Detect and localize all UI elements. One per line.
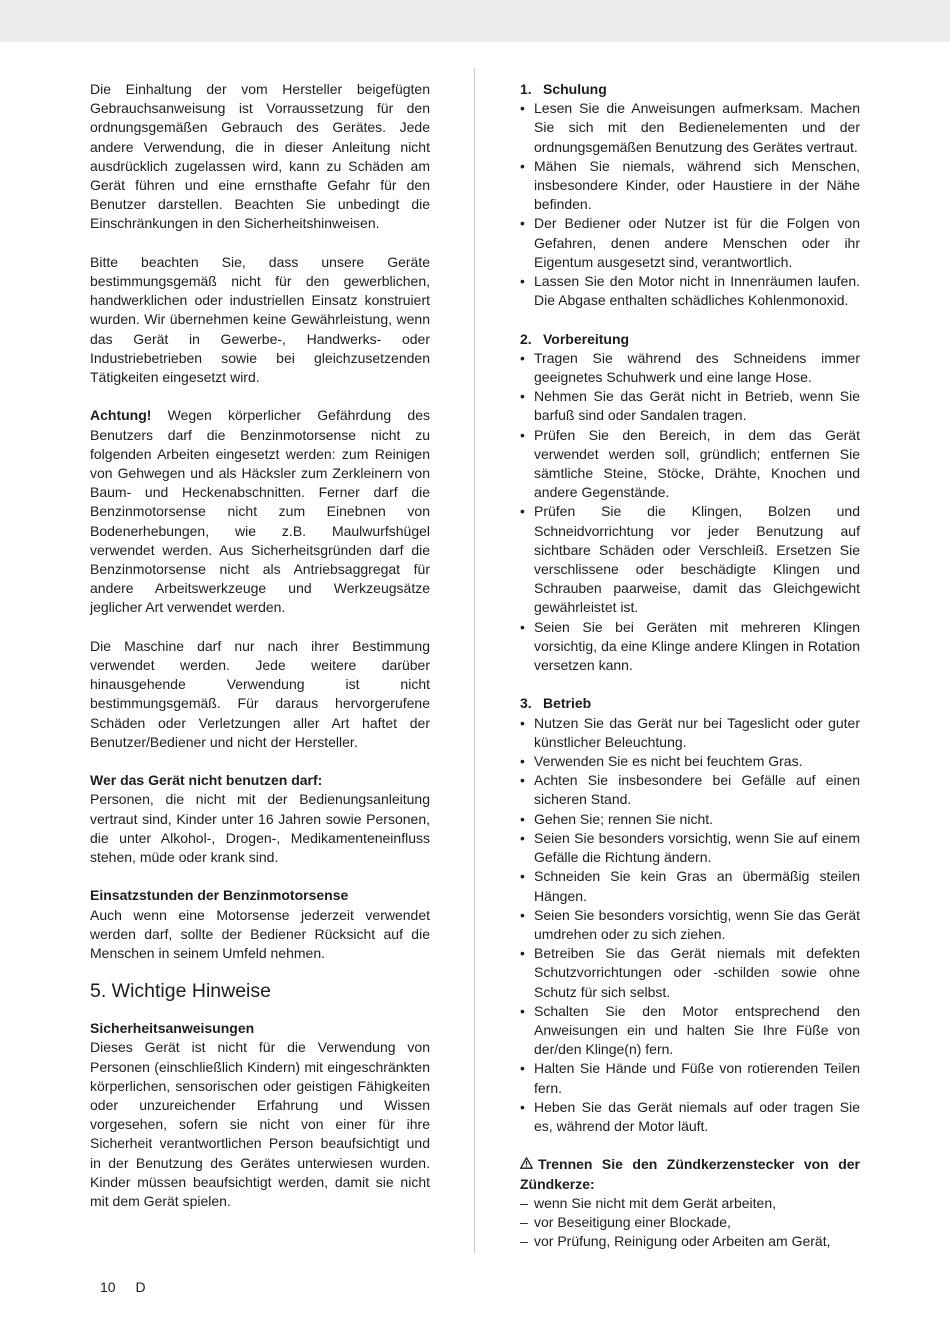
preparation-list: [520, 349, 860, 675]
list-item: • Nutzen Sie das Gerät nur bei Tageslicht oder guter künstlicher Beleuchtung.: [520, 714, 860, 752]
caution-label: Achtung!: [90, 407, 152, 424]
operation-heading: 3. Betrieb: [520, 695, 592, 712]
list-item: • Tragen Sie während des Schneidens immer geeignetes Schuhwerk und eine lange Hose.: [520, 349, 860, 387]
list-item: • Seien Sie besonders vorsichtig, wenn Sie das Gerät umdrehen oder zu sich ziehen.: [520, 906, 860, 944]
list-item: • Schalten Sie den Motor entsprechend den Anweisungen ein und halten Sie Ihre Füße von der/den Klinge(n) fern.: [520, 1002, 860, 1060]
intro-paragraph: Die Einhaltung der vom Hersteller beigefügten Gebrauchsanweisung ist Vorraussetzung für den ordnungsgemäßen Gebrauch des Gerätes. Jede andere Verwendung, die in dieser Anleitung nicht ausdrücklich zugelassen wird, kann zu Schäden am Gerät führen und eine ernsthafte Gefahr für den Benutzer darstellen. Beachten Sie unbedingt die Einschränkungen in den Sicherheitshinweisen.: [90, 81, 430, 232]
spark-plug-warning-heading: Trennen Sie den Zündkerzenstecker von der Zündkerze:: [520, 1156, 860, 1192]
list-item: • Mähen Sie niemals, während sich Menschen, insbesondere Kinder, oder Haustiere in der Nähe befinden.: [520, 157, 860, 215]
list-item: – vor Prüfung, Reinigung oder Arbeiten am Gerät,: [520, 1232, 860, 1251]
list-item: • Gehen Sie; rennen Sie nicht.: [520, 810, 860, 829]
operating-hours-heading: Einsatzstunden der Benzinmotorsense: [90, 887, 349, 904]
operating-hours-text: Auch wenn eine Motorsense jederzeit verwendet werden darf, sollte der Bediener Rücksicht auf die Menschen in seinem Umfeld nehmen.: [90, 906, 430, 962]
list-item: • Lassen Sie den Motor nicht in Innenräumen laufen. Die Abgase enthalten schädliches Kohlenmonoxid.: [520, 272, 860, 310]
list-item: – vor Beseitigung einer Blockade,: [520, 1213, 860, 1232]
who-may-not-use-heading: Wer das Gerät nicht benutzen darf:: [90, 772, 323, 789]
list-item: • Achten Sie insbesondere bei Gefälle auf einen sicheren Stand.: [520, 771, 860, 809]
warning-triangle-icon: [520, 1155, 533, 1174]
left-column: [90, 80, 430, 1211]
list-item: • Seien Sie bei Geräten mit mehreren Klingen vorsichtig, da eine Klinge andere Klingen in Rotation versetzen kann.: [520, 618, 860, 676]
list-item: • Lesen Sie die Anweisungen aufmerksam. Machen Sie sich mit den Bedienelementen und der ordnungsgemäßen Benutzung des Gerätes vertraut.: [520, 99, 860, 157]
caution-paragraph: [90, 406, 430, 617]
list-item: • Halten Sie Hände und Füße von rotierenden Teilen fern.: [520, 1059, 860, 1097]
section-title: 5. Wichtige Hinweise: [90, 980, 271, 1003]
list-item: • Heben Sie das Gerät niemals auf oder tragen Sie es, während der Motor läuft.: [520, 1098, 860, 1136]
list-item: • Verwenden Sie es nicht bei feuchtem Gras.: [520, 752, 860, 771]
safety-instructions-text: Dieses Gerät ist nicht für die Verwendung von Personen (einschließlich Kindern) mit eingeschränkten körperlichen, sensorischen oder geistigen Fähigkeiten oder unzureichender Erfahrung und Wissen vorgesehen, sofern sie nicht von einer für ihre Sicherheit verantwortlichen Person beaufsichtigt und in der Benutzung des Gerätes unterwiesen wurden. Kinder müssen beaufsichtigt werden, damit sie nicht mit dem Gerät spielen.: [90, 1039, 430, 1210]
spark-plug-list: [520, 1194, 860, 1252]
list-item: • Betreiben Sie das Gerät niemals mit defekten Schutzvorrichtungen oder -schilden sowie ohne Schutz für sich selbst.: [520, 944, 860, 1002]
list-item: – wenn Sie nicht mit dem Gerät arbeiten,: [520, 1194, 860, 1213]
intended-use-paragraph: Die Maschine darf nur nach ihrer Bestimmung verwendet werden. Jede weitere darüber hinausgehende Verwendung ist nicht bestimmungsgemäß. Für daraus hervorgerufene Schäden oder Verletzungen aller Art haftet der Benutzer/Bediener und nicht der Hersteller.: [90, 637, 430, 750]
caution-text: Wegen körperlicher Gefährdung des Benutzers darf die Benzinmotorsense nicht zu folgenden Arbeiten eingesetzt werden: zum Reinigen von Gehwegen und als Häcksler zum Zerkleinern von Baum- und Heckenabschnitten. Ferner darf die Benzinmotorsense nicht zum Einebnen von Bodenerhebungen, wie z.B. Maulwurfshügel verwendet werden. Aus Sicherheitsgründen darf die Benzinmotorsense nicht als Antriebsaggregat für andere Arbeitswerkzeuge und Werkzeugsätze jeglicher Art verwendet werden.: [90, 407, 430, 616]
who-may-not-use-text: Personen, die nicht mit der Bedienungsanleitung vertraut sind, Kinder unter 16 Jahren sowie Personen, die unter Alkohol-, Drogen-, Medikamenteneinfluss stehen, müde oder krank sind.: [90, 791, 430, 866]
list-item: • Schneiden Sie kein Gras an übermäßig steilen Hängen.: [520, 867, 860, 905]
language-code: D: [135, 1279, 146, 1295]
list-item: • Nehmen Sie das Gerät nicht in Betrieb, wenn Sie barfuß sind oder Sandalen tragen.: [520, 387, 860, 425]
commercial-use-paragraph: Bitte beachten Sie, dass unsere Geräte bestimmungsgemäß nicht für den gewerblichen, handwerklichen oder industriellen Einsatz konstruiert wurden. Wir übernehmen keine Gewährleistung, wenn das Gerät in Gewerbe-, Handwerks- oder Industriebetrieben sowie bei gleichzusetzenden Tätigkeiten eingesetzt wird.: [90, 253, 430, 386]
operation-list: [520, 714, 860, 1136]
page-number: 10: [100, 1279, 116, 1295]
top-band: [0, 0, 950, 42]
page-footer: [100, 1278, 146, 1297]
right-column: [520, 80, 860, 1251]
training-heading: 1. Schulung: [520, 81, 607, 97]
column-divider: [474, 68, 475, 1253]
list-item: • Prüfen Sie die Klingen, Bolzen und Schneidvorrichtung vor jeder Benutzung auf sichtbare Schäden oder Verschleiß. Ersetzen Sie verschlissene oder beschädigte Klingen und Schrauben paarweise, damit das Gleichgewicht gewährleistet ist.: [520, 502, 860, 617]
list-item: • Prüfen Sie den Bereich, in dem das Gerät verwendet werden soll, gründlich; entfernen Sie sämtliche Steine, Stöcke, Drähte, Knochen und andere Gegenstände.: [520, 426, 860, 503]
list-item: • Seien Sie besonders vorsichtig, wenn Sie auf einem Gefälle die Richtung ändern.: [520, 829, 860, 867]
training-list: [520, 99, 860, 310]
list-item: • Der Bediener oder Nutzer ist für die Folgen von Gefahren, denen andere Menschen oder ihr Eigentum ausgesetzt sind, verantwortlich.: [520, 214, 860, 272]
preparation-heading: 2. Vorbereitung: [520, 330, 630, 347]
safety-instructions-heading: Sicherheitsanweisungen: [90, 1020, 255, 1037]
